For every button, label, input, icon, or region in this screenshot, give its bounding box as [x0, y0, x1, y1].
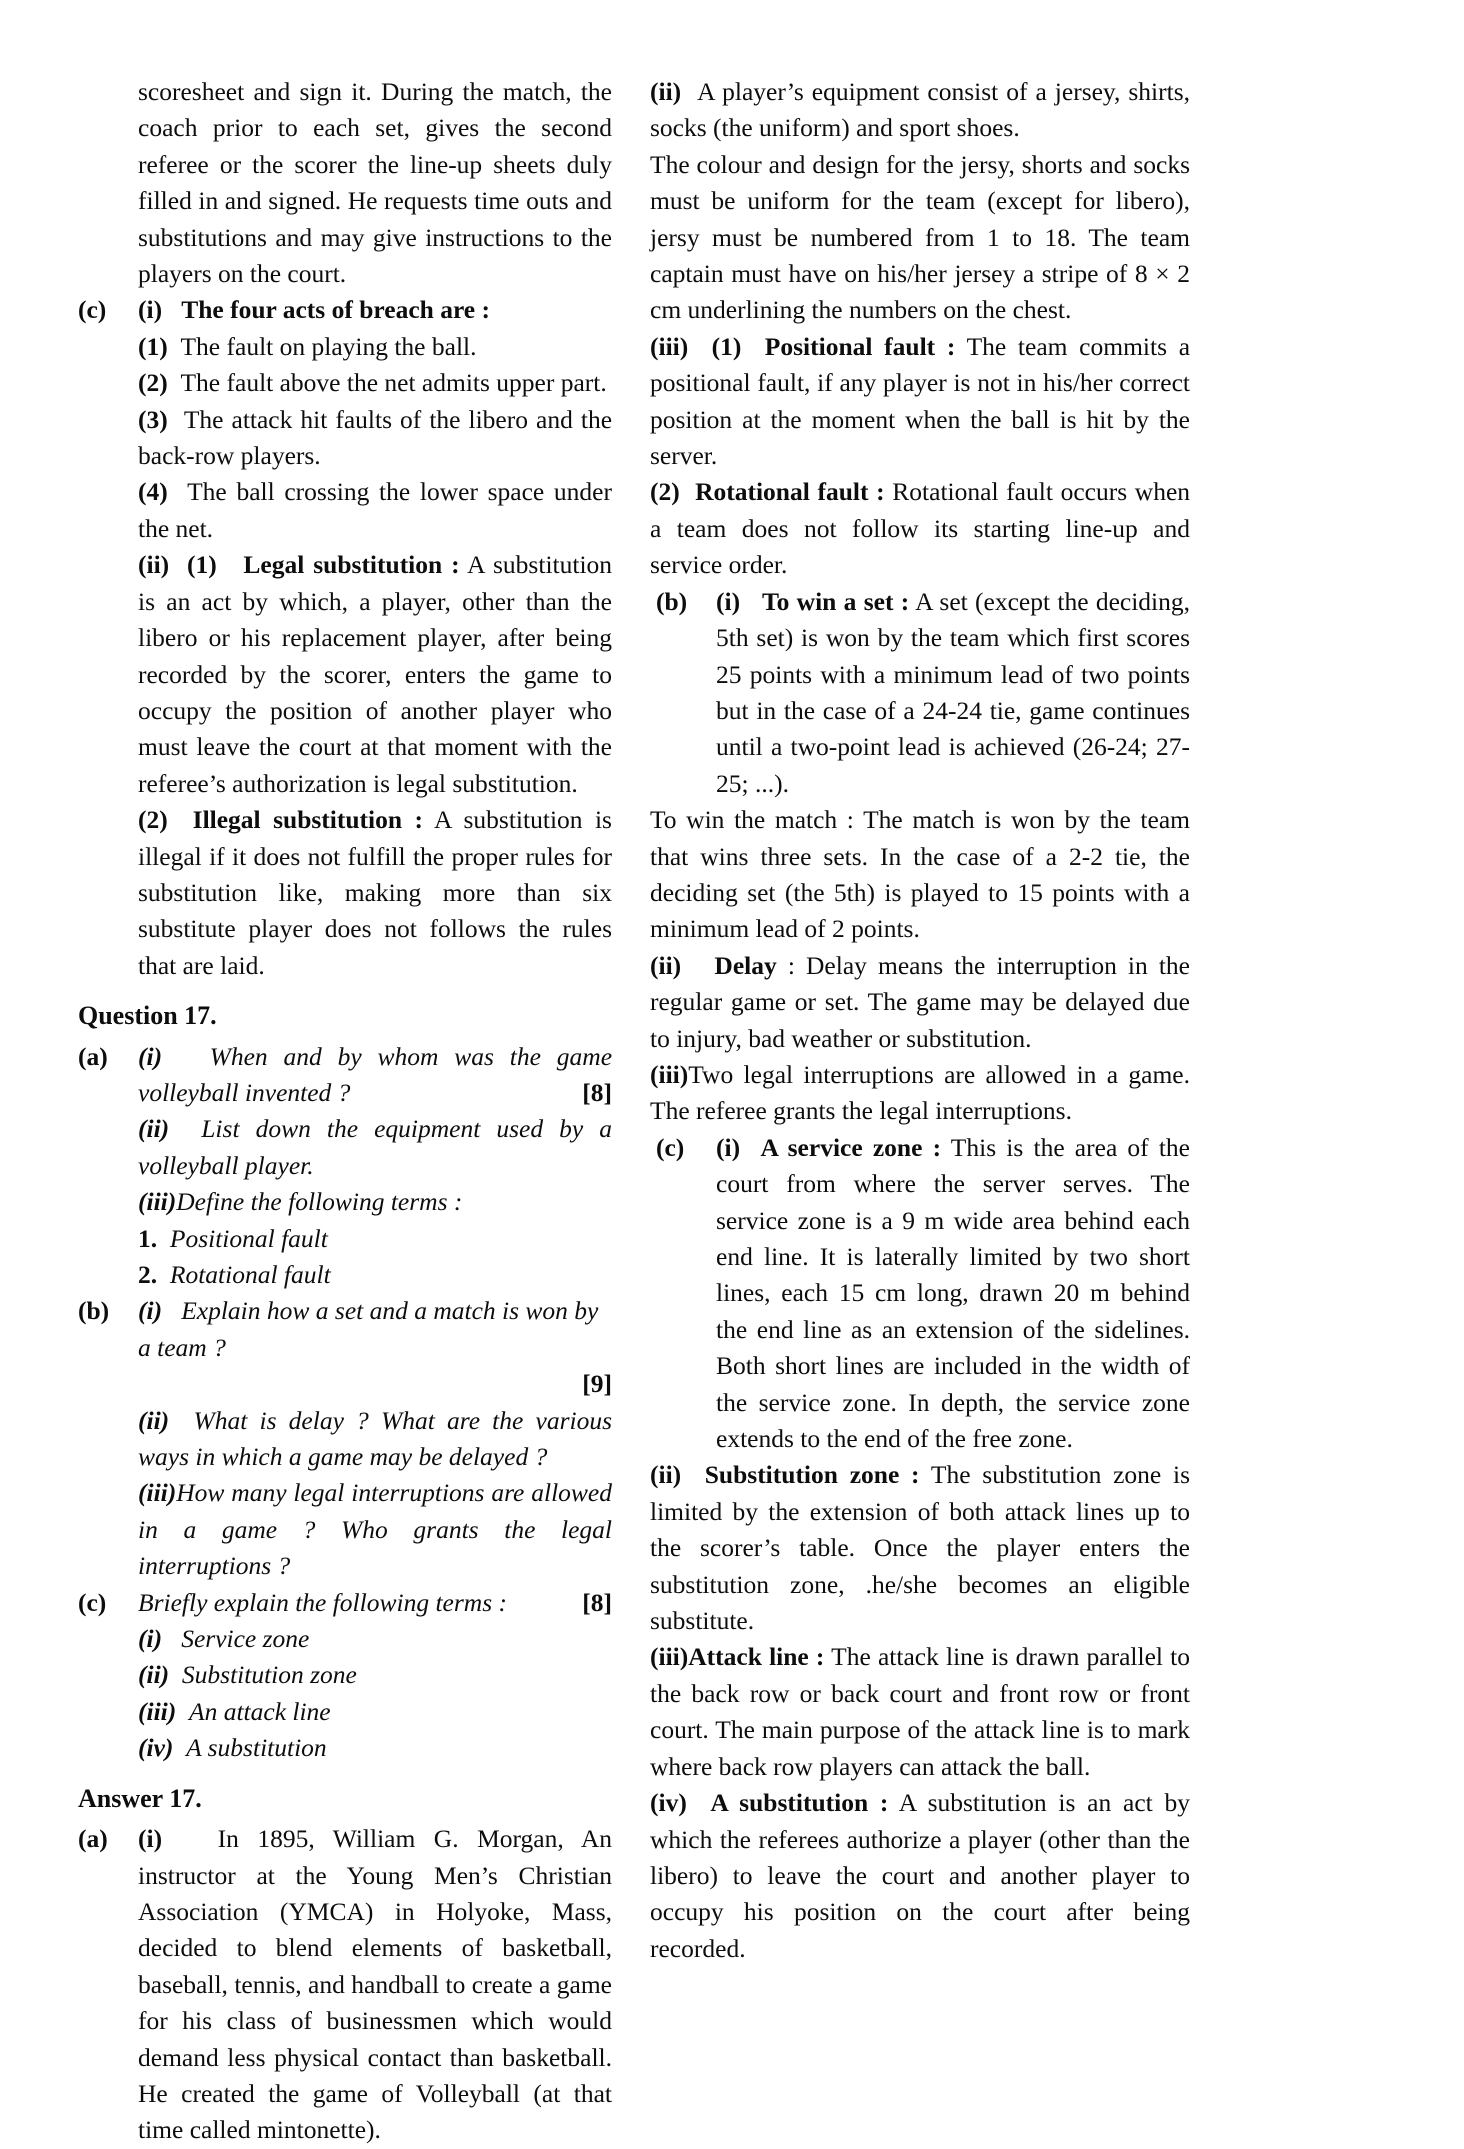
ans17a-i-text: In 1895, William G. Morgan, An instructor at the Young Men’s Christian Association (YMCA) in Holyoke, Mass, decided to blend elements of basketball, baseball, tennis, and handball to create a game for his class of businessmen which would demand less physical contact than basketball. He created the game of Volleyball (at that time called mintonette). — [138, 1824, 613, 2145]
attack-line-paragraph — [650, 1639, 1190, 1785]
spacer — [72, 1366, 138, 1402]
q17c-text-2: Substitution zone — [181, 1660, 357, 1690]
q17a-marks: [8] — [582, 1077, 612, 1107]
spacer — [72, 802, 138, 984]
q17c-lead-row — [72, 1585, 612, 1621]
positional-fault-title: Positional fault : — [764, 331, 956, 361]
ans17c-iii-label: (iii) — [650, 1642, 689, 1672]
q17b-iii-row — [72, 1475, 612, 1584]
ans17b-i-body — [716, 584, 1190, 802]
positional-fault-text: The team commits a positional fault, if any player is not in his/her correct position at the moment when the ball is hit by the server. — [650, 331, 1191, 471]
q17a-term-1-body — [138, 1221, 612, 1257]
label-ii: (ii) — [138, 550, 170, 580]
spacer — [72, 1184, 138, 1220]
a-substitution-text: A substitution is an act by which the referees authorize a player (other than the libero) to leave the court and another player to occupy his position on the court after being recorded. — [650, 1788, 1191, 1963]
spacer — [72, 329, 138, 365]
label-a2: (a) — [78, 1824, 108, 1854]
q17c-item-2 — [72, 1657, 612, 1693]
breach-item-3 — [72, 402, 612, 475]
q17a-i-row — [72, 1039, 612, 1112]
q17b-ii-label: (ii) — [138, 1405, 170, 1435]
q17a-iii-label: (iii) — [138, 1187, 177, 1217]
q17a-ii-body — [138, 1111, 612, 1184]
q17c-item-4-body — [138, 1730, 612, 1766]
legal-sub-text: A substitution is an act by which, a player, other than the libero or his replacement player, after being recorded by the scorer, enters the game to occupy the position of another player who must leave the court at that moment with the referee’s authorization is legal substitution. — [138, 550, 613, 798]
ans17a-iii-label: (iii) — [650, 331, 689, 361]
spacer — [72, 1257, 138, 1293]
term-num-1: 1. — [138, 1223, 158, 1253]
q17a-ii-text: List down the equipment used by a volleyball player. — [138, 1114, 612, 1180]
interruptions-paragraph — [650, 1057, 1190, 1130]
spacer — [72, 1475, 138, 1584]
ans17c-iv-label: (iv) — [650, 1788, 687, 1818]
ans17c-i-body — [716, 1130, 1190, 1458]
breach-text-1: The fault on playing the ball. — [180, 331, 477, 361]
illegal-sub-num: (2) — [138, 805, 168, 835]
question17-heading: Question 17. — [78, 1001, 217, 1031]
answer17-heading: Answer 17. — [78, 1783, 202, 1813]
q17c-item-2-body — [138, 1657, 612, 1693]
breach-num-1: (1) — [138, 331, 168, 361]
delay-text: : Delay means the interruption in the regular game or set. The game may be delayed due to injury, bad weather or substitution. — [650, 950, 1190, 1053]
left-column — [72, 74, 612, 2149]
illegal-sub-text: A substitution is illegal if it does not fulfill the proper rules for substitution like, making more than six substitute player does not follows the rules that are laid. — [138, 805, 612, 980]
breach-item-2 — [72, 365, 612, 401]
positional-fault-paragraph — [650, 329, 1190, 475]
delay-paragraph — [650, 948, 1190, 1057]
breach-num-4: (4) — [138, 477, 168, 507]
legal-sub-num: (1) — [186, 550, 217, 580]
breach-text-3: The attack hit faults of the libero and the back-row players. — [138, 404, 613, 471]
attack-line-text: The attack line is drawn parallel to the back row or back court and front row or front court. The main purpose of the attack line is to mark where back row players can attack the ball. — [650, 1642, 1190, 1781]
term-text-2: Rotational fault — [169, 1260, 331, 1289]
attack-line-title: Attack line : — [688, 1642, 825, 1672]
q17b-marks: [9] — [582, 1369, 612, 1399]
label-c3: (c) — [656, 1132, 685, 1162]
q17b-iii-body — [138, 1475, 612, 1584]
legal-substitution-body — [138, 547, 612, 802]
ans17c-i-row — [650, 1130, 1190, 1458]
q17c-num-4: (iv) — [138, 1733, 174, 1763]
q17a-i-text: When and by whom was the game volleyball invented ? — [138, 1041, 613, 1107]
positional-fault-num: (1) — [711, 331, 742, 361]
breach-item-1-body — [138, 329, 612, 365]
to-win-a-set-title: To win a set : — [761, 586, 910, 616]
rotational-fault-title: Rotational fault : — [695, 477, 885, 507]
intro-paragraph: scoresheet and sign it. During the match, the coach prior to each set, gives the second referee or the scorer the line-up sheets duly filled in and signed. He requests time outs and substitutions and may give instructions to the players on the court. — [138, 77, 612, 289]
ans17b-iii-label: (iii) — [650, 1059, 689, 1089]
q17b-iii-text: How many legal interruptions are allowed in a game ? Who grants the legal interruptions ? — [138, 1478, 612, 1581]
q17c-text-3: An attack line — [189, 1696, 331, 1726]
spacer — [72, 365, 138, 401]
rotational-fault-paragraph — [650, 474, 1190, 583]
label-c: (c) — [78, 295, 107, 325]
q17a-ii-row — [72, 1111, 612, 1184]
label-i: (i) — [138, 295, 163, 325]
q17b-ii-row — [72, 1403, 612, 1476]
q17c-text-4: A substitution — [186, 1733, 327, 1763]
q17b-ii-text: What is delay ? What are the various ways in which a game may be delayed ? — [138, 1405, 612, 1472]
q17c-item-4 — [72, 1730, 612, 1766]
q17a-i-body — [138, 1039, 612, 1112]
spacer — [72, 1221, 138, 1257]
a-substitution-title: A substitution : — [710, 1788, 889, 1818]
illegal-substitution-row — [72, 802, 612, 984]
q17a-iii-body — [138, 1184, 612, 1220]
ans17a-i-body — [138, 1821, 612, 2149]
ans17b-iii-text: Two legal interruptions are allowed in a game. The referee grants the legal interruptions. — [650, 1059, 1190, 1126]
q17a-i-label: (i) — [138, 1041, 163, 1071]
term-text-1: Positional fault — [169, 1223, 328, 1253]
ans17a-ii-label: (ii) — [650, 77, 682, 106]
to-win-a-set-text: A set (except the deciding, 5th set) is won by the team which first scores 25 points with a minimum lead of two points but in the case of a 24-24 tie, game continues until a two-point lead is achieved (26-24; 27-25; ...). — [716, 586, 1191, 798]
rotational-fault-num: (2) — [650, 477, 680, 507]
substitution-zone-title: Substitution zone : — [704, 1460, 920, 1490]
ans17a-ii-text: A player’s equipment consist of a jersey, shirts, socks (the uniform) and sport shoes. — [650, 77, 1191, 143]
label-c2: (c) — [78, 1587, 107, 1617]
substitution-zone-paragraph — [650, 1457, 1190, 1639]
a-substitution-paragraph — [650, 1785, 1190, 1967]
breach-text-2: The fault above the net admits upper part. — [180, 368, 607, 398]
q17c-item-3-body — [138, 1694, 612, 1730]
spacer — [72, 1111, 138, 1184]
ans17b-i-label: (i) — [716, 586, 741, 616]
q17b-marks-row — [72, 1366, 612, 1402]
q17b-iii-label: (iii) — [138, 1478, 177, 1508]
q17c-lead-body — [138, 1585, 612, 1621]
breach-num-3: (3) — [138, 404, 168, 434]
answer16c-i-title — [138, 292, 612, 328]
delay-title: Delay — [714, 950, 777, 980]
spacer — [72, 402, 138, 475]
ans17b-ii-label: (ii) — [650, 950, 682, 980]
spacer — [72, 1657, 138, 1693]
q17a-term-2 — [72, 1257, 612, 1293]
q17b-ii-body — [138, 1403, 612, 1476]
q17b-i-row — [72, 1293, 612, 1366]
q17c-num-1: (i) — [138, 1624, 163, 1654]
q17c-item-1 — [72, 1621, 612, 1657]
breach-item-4 — [72, 474, 612, 547]
spacer — [72, 1694, 138, 1730]
q17c-item-1-body — [138, 1621, 612, 1657]
q17a-term-2-body — [138, 1257, 612, 1293]
four-acts-title: The four acts of breach are : — [181, 295, 490, 325]
term-num-2: 2. — [138, 1260, 158, 1289]
q17c-num-3: (iii) — [138, 1696, 177, 1726]
label-a: (a) — [78, 1041, 108, 1071]
q17b-i-label: (i) — [138, 1296, 163, 1326]
q17a-ii-label: (ii) — [138, 1114, 170, 1144]
uniform-paragraph: The colour and design for the jersy, shorts and socks must be uniform for the team (except for libero), jersy must be numbered from 1 to 18. The team captain must have on his/her jersey a stripe of 8 × 2 cm underlining the numbers on the chest. — [650, 149, 1190, 325]
breach-item-2-body — [138, 365, 612, 401]
ans17b-i-row — [650, 584, 1190, 802]
service-zone-title: A service zone : — [760, 1132, 942, 1162]
spacer — [72, 1403, 138, 1476]
label-b2: (b) — [656, 586, 688, 616]
q17c-lead-text: Briefly explain the following terms : — [138, 1587, 507, 1617]
q17c-marks: [8] — [582, 1587, 612, 1617]
ans17a-i-label: (i) — [138, 1824, 163, 1854]
q17a-term-1 — [72, 1221, 612, 1257]
service-zone-text: This is the area of the court from where the server serves. The service zone is a 9 m wide area behind each end line. It is laterally limited by two short lines, each 15 cm long, drawn 20 m behind the end line as an extension of the sidelines. Both short lines are included in the width of the service zone. In depth, the service zone extends to the end of the free zone. — [716, 1132, 1191, 1454]
ans17c-i-label: (i) — [716, 1132, 741, 1162]
q17c-item-3 — [72, 1694, 612, 1730]
breach-item-4-body — [138, 474, 612, 547]
breach-item-1 — [72, 329, 612, 365]
q17c-num-2: (ii) — [138, 1660, 170, 1690]
ans17a-i-row — [72, 1821, 612, 2149]
breach-item-3-body — [138, 402, 612, 475]
legal-substitution-row — [72, 547, 612, 802]
breach-num-2: (2) — [138, 368, 168, 398]
legal-sub-title: Legal substitution : — [243, 550, 460, 580]
spacer — [72, 474, 138, 547]
q17b-i-text: Explain how a set and a match is won by a team ? — [138, 1296, 599, 1362]
q17b-i-body — [138, 1293, 612, 1366]
answer16c-heading-row — [72, 292, 612, 328]
right-column — [650, 74, 1190, 1967]
illegal-substitution-body — [138, 802, 612, 984]
ans17c-ii-label: (ii) — [650, 1460, 682, 1490]
q17a-iii-row — [72, 1184, 612, 1220]
ans17a-ii-paragraph — [650, 74, 1190, 147]
illegal-sub-title: Illegal substitution : — [192, 805, 423, 835]
substitution-zone-text: The substitution zone is limited by the extension of both attack lines up to the scorer’s table. Once the player enters the substitution zone, .he/she becomes an eligible substitute. — [650, 1460, 1191, 1636]
two-column-layout — [72, 74, 1392, 2149]
q17c-text-1: Service zone — [181, 1624, 310, 1654]
to-win-match-paragraph: To win the match : The match is won by the team that wins three sets. In the case of a 2-2 tie, the deciding set (the 5th) is played to 15 points with a minimum lead of 2 points. — [650, 805, 1190, 944]
spacer — [72, 1621, 138, 1657]
breach-text-4: The ball crossing the lower space under the net. — [138, 477, 612, 543]
label-b: (b) — [78, 1296, 110, 1326]
spacer — [72, 1730, 138, 1766]
spacer — [72, 547, 138, 802]
q17a-iii-text: Define the following terms : — [176, 1187, 463, 1217]
rotational-fault-text: Rotational fault occurs when a team does not follow its starting line-up and service order. — [650, 477, 1191, 580]
